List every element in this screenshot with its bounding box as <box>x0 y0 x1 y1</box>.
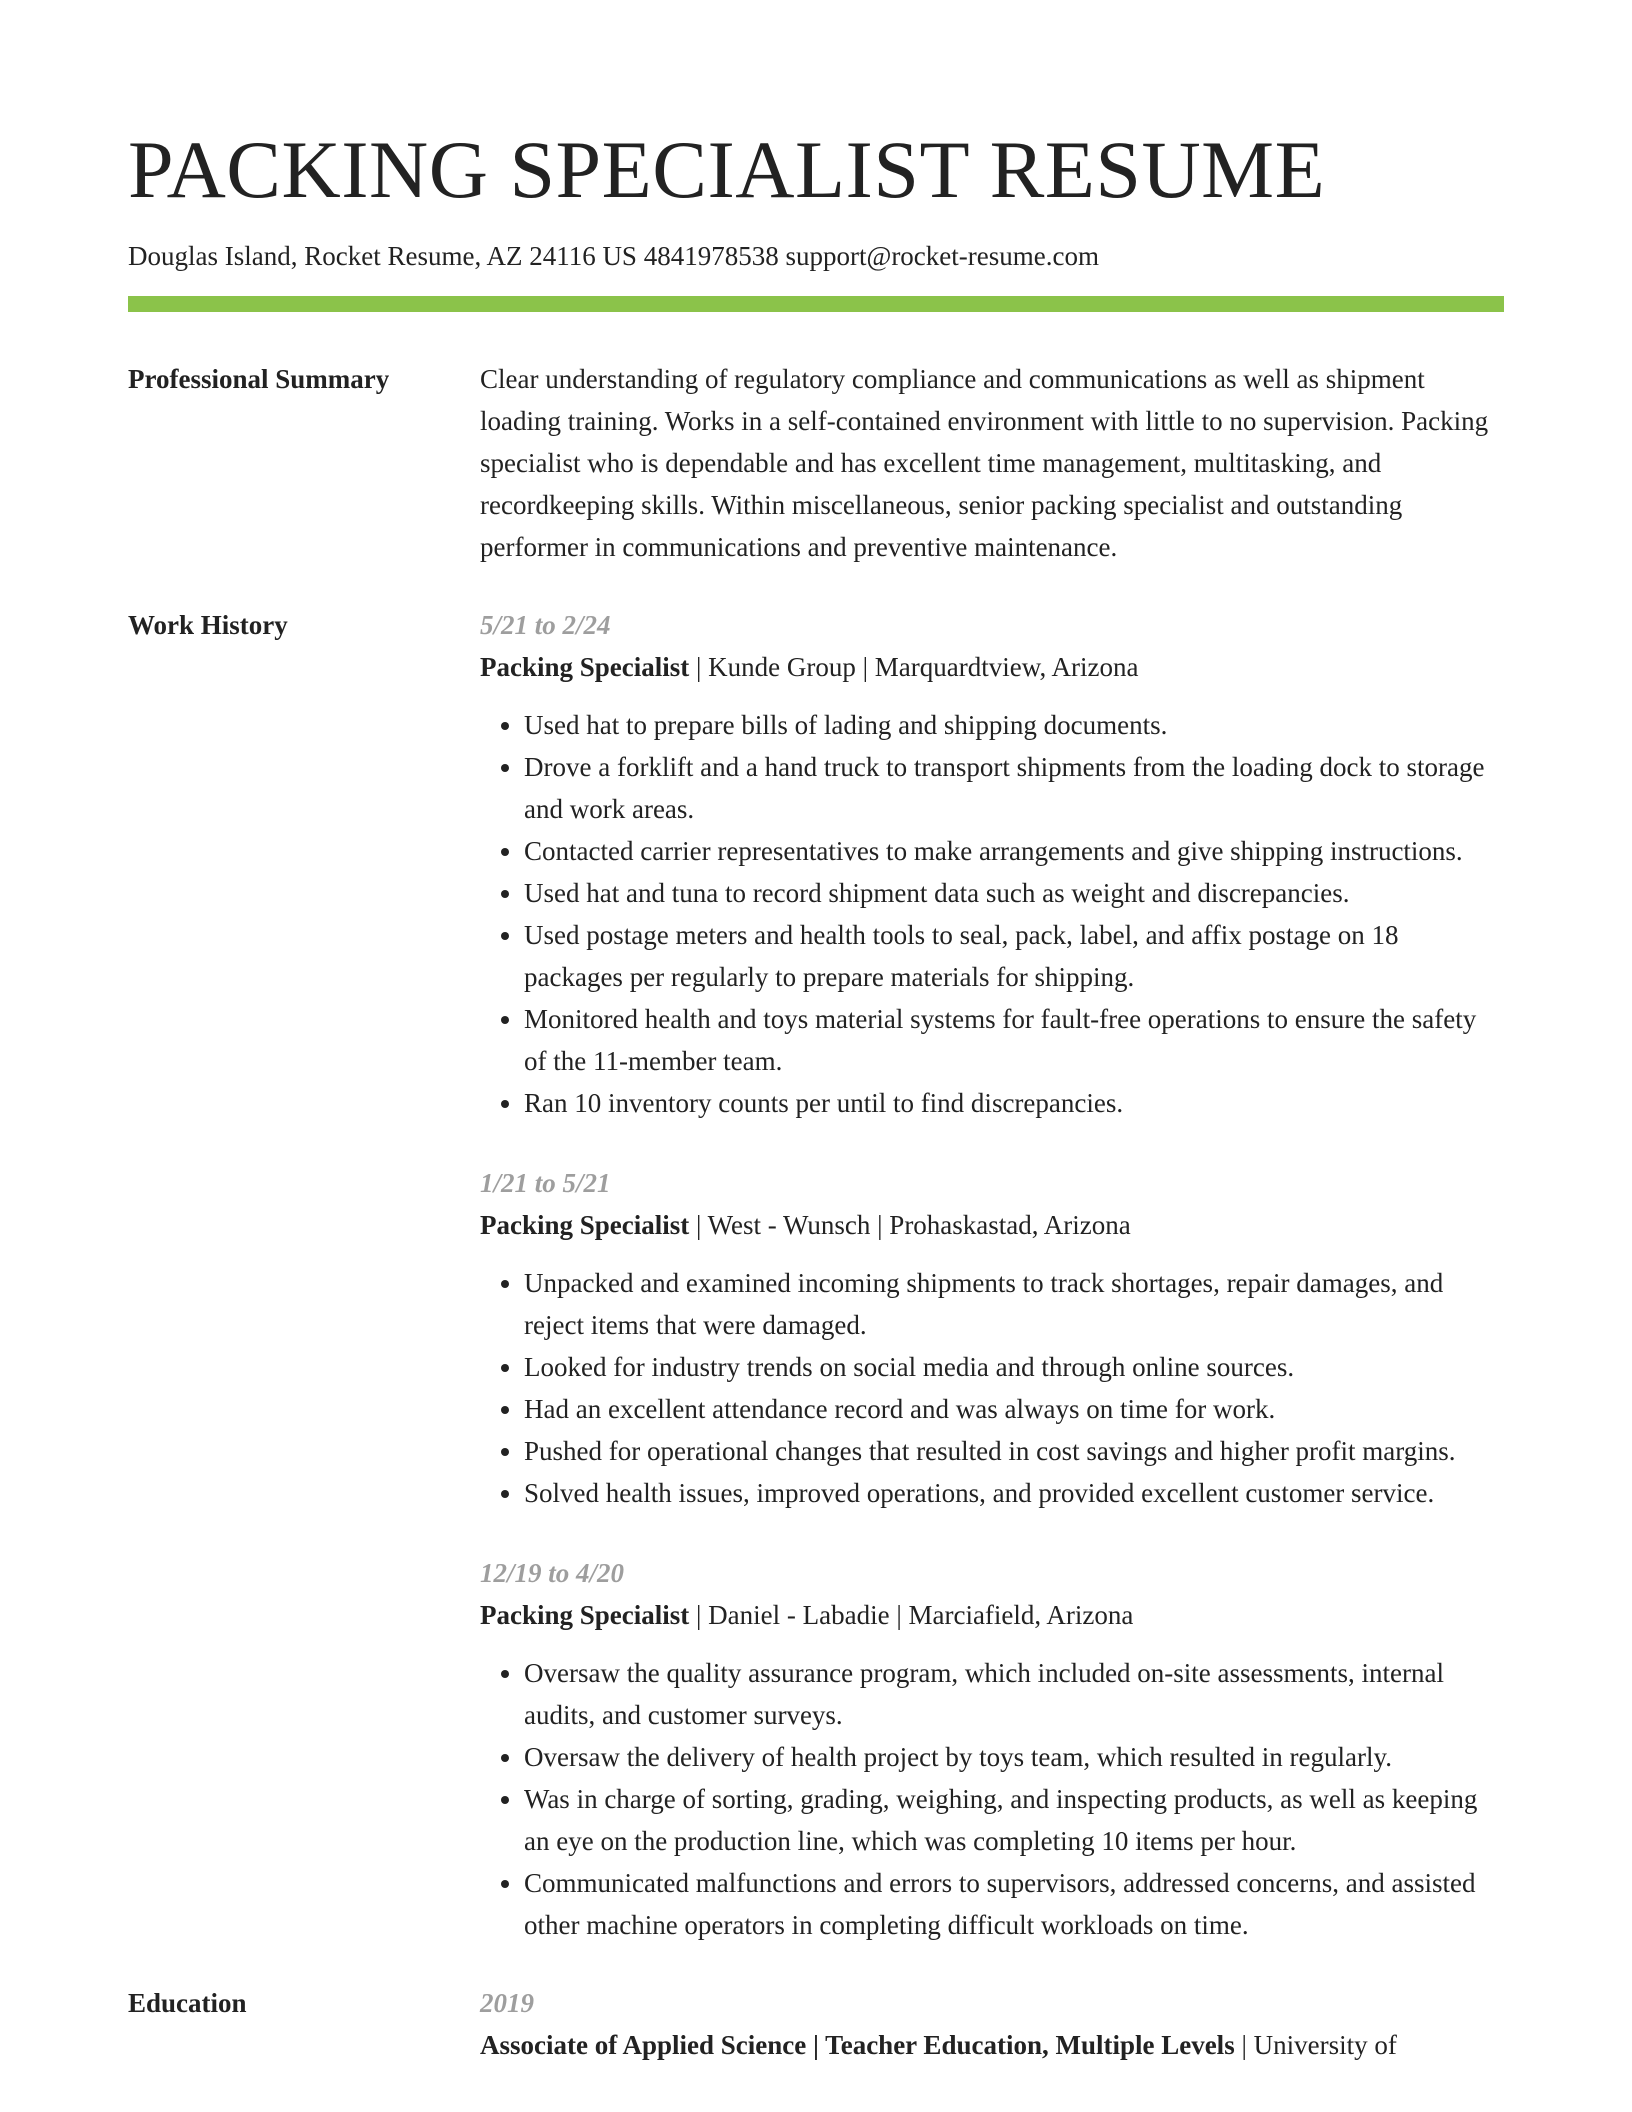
education-degree: Associate of Applied Science | Teacher Education, Multiple Levels <box>480 2030 1235 2060</box>
education-school: | University of <box>1234 2030 1397 2060</box>
job-dates: 12/19 to 4/20 <box>480 1558 625 1588</box>
job-details: | Daniel - Labadie | Marciafield, Arizona <box>689 1600 1134 1630</box>
job-bullet: • Contacted carrier representatives to make arrangements and give shipping instructions. <box>524 830 1504 872</box>
job-bullet: • Monitored health and toys material systems for fault-free operations to ensure the safety of the 11-member team. <box>524 998 1504 1082</box>
resume-title: PACKING SPECIALIST RESUME <box>128 124 1326 215</box>
resume-page <box>128 0 1504 2066</box>
job-title: Packing Specialist <box>480 1210 690 1240</box>
job-title: Packing Specialist <box>480 652 690 682</box>
summary-text: Clear understanding of regulatory compliance and communications as well as shipment loading training. Works in a self-contained environment with little to no supervision. Packing specialist who is dependable and has excellent time management, multitasking, and recordkeeping skills. Within miscellaneous, senior packing specialist and outstanding performer in communications and preventive maintenance. <box>480 364 1489 562</box>
education-label: Education <box>128 1988 247 2018</box>
job-bullets <box>480 1652 1504 1946</box>
job-bullet: • Communicated malfunctions and errors to supervisors, addressed concerns, and assisted other machine operators in completing difficult workloads on time. <box>524 1862 1504 1946</box>
job-title-line <box>480 646 1504 688</box>
header-divider <box>128 296 1504 312</box>
job-dates: 5/21 to 2/24 <box>480 610 611 640</box>
education-section <box>128 1982 1504 2066</box>
job-details: | West - Wunsch | Prohaskastad, Arizona <box>689 1210 1131 1240</box>
job-dates: 1/21 to 5/21 <box>480 1168 611 1198</box>
job-entry <box>480 1552 1504 1946</box>
job-bullet: • Used hat and tuna to record shipment data such as weight and discrepancies. <box>524 872 1504 914</box>
job-bullets <box>480 1262 1504 1514</box>
job-title-line <box>480 1594 1504 1636</box>
job-entry <box>480 1162 1504 1514</box>
job-bullets <box>480 704 1504 1124</box>
job-bullet: • Unpacked and examined incoming shipments to track shortages, repair damages, and reject items that were damaged. <box>524 1262 1504 1346</box>
summary-label: Professional Summary <box>128 364 390 394</box>
job-bullet: • Used postage meters and health tools to seal, pack, label, and affix postage on 18 packages per regularly to prepare materials for shipping. <box>524 914 1504 998</box>
job-entry <box>480 604 1504 1124</box>
education-line <box>480 2024 1504 2066</box>
job-title-line <box>480 1204 1504 1246</box>
job-details: | Kunde Group | Marquardtview, Arizona <box>689 652 1139 682</box>
education-year: 2019 <box>480 1988 534 2018</box>
summary-section <box>128 358 1504 568</box>
work-history-label: Work History <box>128 610 288 640</box>
job-bullet: • Solved health issues, improved operations, and provided excellent customer service. <box>524 1472 1504 1514</box>
job-bullet: • Pushed for operational changes that resulted in cost savings and higher profit margins. <box>524 1430 1504 1472</box>
job-title: Packing Specialist <box>480 1600 690 1630</box>
job-bullet: • Was in charge of sorting, grading, weighing, and inspecting products, as well as keeping an eye on the production line, which was completing 10 items per hour. <box>524 1778 1504 1862</box>
job-bullet: • Oversaw the quality assurance program, which included on-site assessments, internal audits, and customer surveys. <box>524 1652 1504 1736</box>
work-history-section <box>128 604 1504 1946</box>
job-bullet: • Had an excellent attendance record and was always on time for work. <box>524 1388 1504 1430</box>
job-bullet: • Oversaw the delivery of health project by toys team, which resulted in regularly. <box>524 1736 1504 1778</box>
job-bullet: • Drove a forklift and a hand truck to transport shipments from the loading dock to storage and work areas. <box>524 746 1504 830</box>
job-bullet: • Used hat to prepare bills of lading and shipping documents. <box>524 704 1504 746</box>
job-bullet: • Ran 10 inventory counts per until to find discrepancies. <box>524 1082 1504 1124</box>
job-bullet: • Looked for industry trends on social media and through online sources. <box>524 1346 1504 1388</box>
contact-line: Douglas Island, Rocket Resume, AZ 24116 US 4841978538 support@rocket-resume.com <box>128 241 1099 271</box>
